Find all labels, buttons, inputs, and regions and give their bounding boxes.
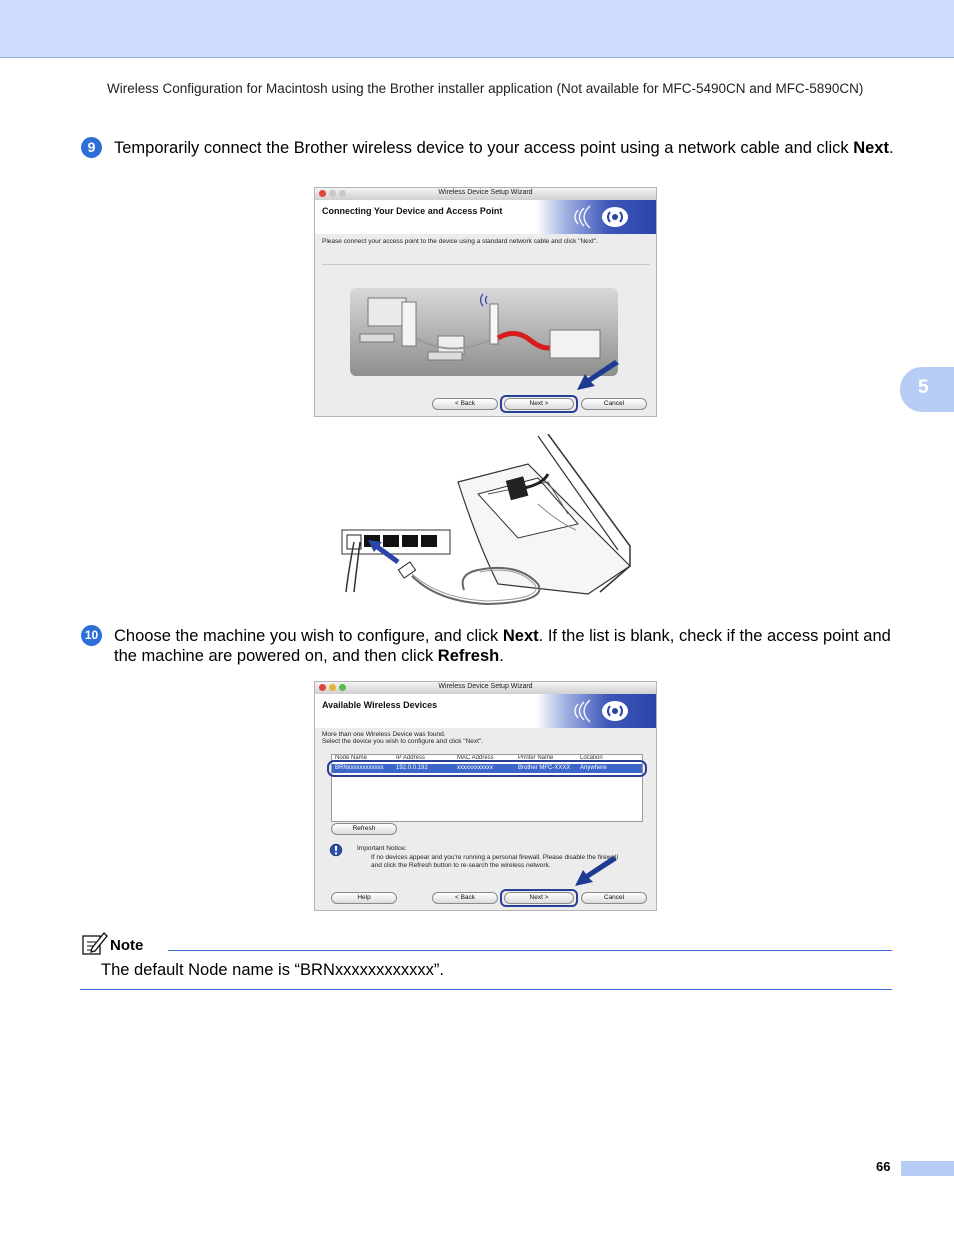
found-message: More than one Wireless Device was found. (322, 731, 446, 738)
row-highlight-ring (327, 760, 647, 777)
step-10-text-part1: Choose the machine you wish to configure, and click (114, 627, 503, 645)
help-button[interactable]: Help (331, 892, 397, 904)
column-location[interactable]: Location (580, 755, 603, 761)
cell-mac-address: xxxxxxxxxxxx (457, 765, 493, 771)
separator (322, 264, 650, 265)
column-printer-name[interactable]: Printer Name (518, 755, 554, 761)
step-9-text-part: Temporarily connect the Brother wireless device to your access point using a network cable and click (114, 139, 854, 157)
step-9-bold-next: Next (853, 139, 889, 157)
step-9-text-end: . (888, 139, 894, 157)
banner-gradient (536, 200, 656, 234)
next-button[interactable]: Next > (504, 398, 574, 410)
cell-location: Anywhere (580, 765, 607, 771)
column-node-name[interactable]: Node Name (335, 755, 368, 761)
cell-ip-address: 192.0.0.192 (396, 765, 428, 771)
refresh-button[interactable]: Refresh (331, 823, 397, 835)
page-number: 66 (876, 1159, 891, 1174)
wireless-logo-icon (600, 205, 630, 229)
top-header-band (0, 0, 954, 58)
step-9-badge: 9 (81, 137, 102, 158)
notice-title: Important Notice: (357, 845, 407, 852)
dialog-banner (315, 200, 656, 234)
dialog-window-title: Wireless Device Setup Wizard (438, 683, 533, 690)
note-pencil-icon (80, 930, 108, 956)
signal-waves-icon (564, 696, 594, 726)
dialog-heading: Available Wireless Devices (322, 700, 438, 710)
dialog-banner (315, 694, 656, 728)
chapter-tab (900, 367, 954, 412)
footer-bar (901, 1161, 954, 1176)
cell-node-name: BRNxxxxxxxxxxxx (335, 765, 384, 771)
back-button[interactable]: < Back (432, 398, 498, 410)
step-10-bold-next: Next (502, 627, 539, 645)
chapter-number: 5 (918, 377, 929, 398)
step-10-text-end: . (499, 647, 504, 665)
warning-icon (329, 843, 343, 857)
note-rule-top (168, 950, 892, 951)
cell-printer-name: Brother MFC-XXXX (518, 765, 571, 771)
dialog-instruction: Please connect your access point to the device using a standard network cable and click "Next". (322, 238, 598, 245)
cancel-button[interactable]: Cancel (581, 892, 647, 904)
cancel-button[interactable]: Cancel (581, 398, 647, 410)
banner-gradient (536, 694, 656, 728)
notice-line-1: If no devices appear and you're running a personal firewall. Please disable the firewall (371, 854, 618, 861)
next-button[interactable]: Next > (504, 892, 574, 904)
note-label: Note (110, 937, 144, 954)
step-9-text (114, 138, 894, 158)
wireless-logo-icon (600, 699, 630, 723)
column-mac-address[interactable]: MAC Address (457, 755, 494, 761)
lan-cable-connection-illustration (338, 434, 632, 609)
wizard-dialog-connecting (314, 187, 657, 417)
step-10-text-part2: . If the list is blank, check if the access point and the machine are powered on, and then click (114, 627, 891, 665)
signal-waves-icon (564, 202, 594, 232)
running-header: Wireless Configuration for Macintosh using the Brother installer application (Not available for MFC-5490CN and MFC-5890CN) (107, 81, 864, 96)
step-10-badge: 10 (81, 625, 102, 646)
notice-line-2: and click the Refresh button to re-search the wireless network. (371, 862, 551, 869)
step-10-bold-refresh: Refresh (437, 647, 500, 665)
pointer-arrow-icon (575, 360, 623, 394)
note-box (80, 930, 892, 990)
pointer-arrow-icon (573, 856, 621, 890)
step-10-text (114, 626, 894, 666)
select-instruction: Select the device you wish to configure and click "Next". (322, 738, 484, 745)
dialog-heading: Connecting Your Device and Access Point (322, 206, 503, 216)
note-text: The default Node name is “BRNxxxxxxxxxxxx”. (101, 961, 444, 979)
wizard-dialog-available-devices (314, 681, 657, 911)
back-button[interactable]: < Back (432, 892, 498, 904)
dialog-window-title: Wireless Device Setup Wizard (438, 189, 533, 196)
column-ip-address[interactable]: IP Address (396, 755, 425, 761)
note-rule-bottom (80, 989, 892, 990)
